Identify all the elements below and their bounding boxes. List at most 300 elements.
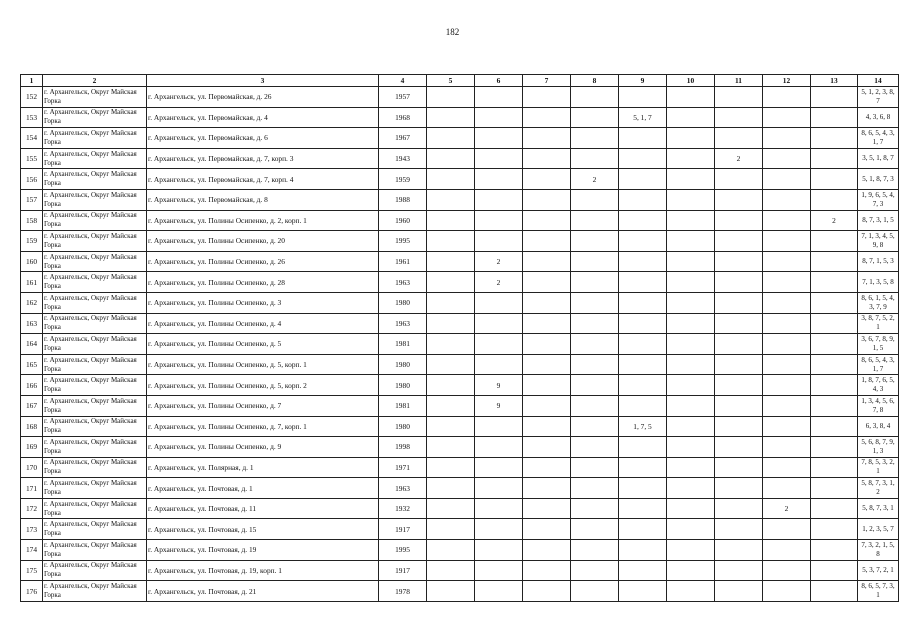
col11-cell — [715, 231, 763, 252]
col8-cell — [571, 87, 619, 108]
col10-cell — [667, 87, 715, 108]
col12-cell — [763, 313, 811, 334]
year-cell: 1957 — [379, 87, 427, 108]
col10-cell — [667, 416, 715, 437]
col7-cell — [523, 210, 571, 231]
col5-cell — [427, 87, 475, 108]
address-cell: г. Архангельск, ул. Первомайская, д. 4 — [147, 107, 379, 128]
col5-cell — [427, 375, 475, 396]
table-row — [21, 540, 899, 561]
col7-cell — [523, 292, 571, 313]
col13-cell — [811, 189, 858, 210]
col13-cell — [811, 107, 858, 128]
col6-cell — [475, 107, 523, 128]
table-row — [21, 581, 899, 602]
col13-cell — [811, 334, 858, 355]
col12-cell — [763, 334, 811, 355]
col11-cell — [715, 581, 763, 602]
col5-cell — [427, 313, 475, 334]
col7-cell — [523, 498, 571, 519]
registry-table — [20, 74, 899, 602]
col9-cell — [619, 457, 667, 478]
col12-cell: 2 — [763, 498, 811, 519]
table-body — [21, 87, 899, 602]
table-row — [21, 457, 899, 478]
address-cell: г. Архангельск, ул. Почтовая, д. 1 — [147, 478, 379, 499]
col9-cell — [619, 437, 667, 458]
col10-cell — [667, 292, 715, 313]
col12-cell — [763, 272, 811, 293]
col9-cell — [619, 251, 667, 272]
year-cell: 1963 — [379, 313, 427, 334]
col7-cell — [523, 169, 571, 190]
table-row — [21, 498, 899, 519]
col9-cell — [619, 231, 667, 252]
col5-cell — [427, 437, 475, 458]
col6-cell — [475, 437, 523, 458]
table-row — [21, 107, 899, 128]
col11-cell — [715, 478, 763, 499]
col14-cell: 8, 6, 1, 5, 4, 3, 7, 9 — [858, 292, 899, 313]
col13-cell — [811, 169, 858, 190]
row-number: 173 — [21, 519, 43, 540]
col13-cell — [811, 148, 858, 169]
row-number: 160 — [21, 251, 43, 272]
col9-cell — [619, 540, 667, 561]
col11-cell: 2 — [715, 148, 763, 169]
address-cell: г. Архангельск, ул. Полины Осипенко, д. 4 — [147, 313, 379, 334]
column-header-10: 10 — [667, 75, 715, 87]
col6-cell: 9 — [475, 395, 523, 416]
row-number: 175 — [21, 560, 43, 581]
table-row — [21, 292, 899, 313]
district-cell: г. Архангельск, Округ Майская Горка — [43, 478, 147, 499]
col11-cell — [715, 210, 763, 231]
row-number: 154 — [21, 128, 43, 149]
row-number: 162 — [21, 292, 43, 313]
year-cell: 1917 — [379, 519, 427, 540]
col10-cell — [667, 560, 715, 581]
district-cell: г. Архангельск, Округ Майская Горка — [43, 148, 147, 169]
address-cell: г. Архангельск, ул. Полины Осипенко, д. 7 — [147, 395, 379, 416]
col12-cell — [763, 560, 811, 581]
column-header-14: 14 — [858, 75, 899, 87]
col8-cell — [571, 519, 619, 540]
col11-cell — [715, 189, 763, 210]
col11-cell — [715, 395, 763, 416]
col7-cell — [523, 128, 571, 149]
col13-cell — [811, 231, 858, 252]
address-cell: г. Архангельск, ул. Первомайская, д. 7, корп. 3 — [147, 148, 379, 169]
table-row — [21, 416, 899, 437]
col12-cell — [763, 478, 811, 499]
col6-cell — [475, 334, 523, 355]
col10-cell — [667, 581, 715, 602]
col5-cell — [427, 148, 475, 169]
table-row — [21, 251, 899, 272]
col6-cell — [475, 210, 523, 231]
row-number: 170 — [21, 457, 43, 478]
col13-cell — [811, 272, 858, 293]
col12-cell — [763, 251, 811, 272]
col10-cell — [667, 334, 715, 355]
col8-cell — [571, 498, 619, 519]
col9-cell — [619, 210, 667, 231]
year-cell: 1967 — [379, 128, 427, 149]
col6-cell — [475, 87, 523, 108]
col14-cell: 5, 3, 7, 2, 1 — [858, 560, 899, 581]
col12-cell — [763, 189, 811, 210]
col12-cell — [763, 375, 811, 396]
col10-cell — [667, 375, 715, 396]
col11-cell — [715, 334, 763, 355]
col14-cell: 7, 3, 2, 1, 5, 8 — [858, 540, 899, 561]
col5-cell — [427, 416, 475, 437]
col10-cell — [667, 498, 715, 519]
table-row — [21, 128, 899, 149]
col10-cell — [667, 457, 715, 478]
col5-cell — [427, 210, 475, 231]
col9-cell — [619, 169, 667, 190]
col8-cell — [571, 148, 619, 169]
year-cell: 1995 — [379, 231, 427, 252]
district-cell: г. Архангельск, Округ Майская Горка — [43, 560, 147, 581]
year-cell: 1959 — [379, 169, 427, 190]
col6-cell — [475, 354, 523, 375]
col6-cell — [475, 169, 523, 190]
col7-cell — [523, 189, 571, 210]
table-row — [21, 478, 899, 499]
column-header-8: 8 — [571, 75, 619, 87]
district-cell: г. Архангельск, Округ Майская Горка — [43, 87, 147, 108]
col9-cell: 5, 1, 7 — [619, 107, 667, 128]
col6-cell — [475, 313, 523, 334]
table-row — [21, 375, 899, 396]
year-cell: 1998 — [379, 437, 427, 458]
year-cell: 1963 — [379, 272, 427, 293]
col7-cell — [523, 87, 571, 108]
col14-cell: 3, 5, 1, 8, 7 — [858, 148, 899, 169]
year-cell: 1980 — [379, 292, 427, 313]
col10-cell — [667, 519, 715, 540]
address-cell: г. Архангельск, ул. Полины Осипенко, д. 3 — [147, 292, 379, 313]
year-cell: 1981 — [379, 395, 427, 416]
col8-cell — [571, 189, 619, 210]
col10-cell — [667, 128, 715, 149]
col14-cell: 7, 8, 5, 3, 2, 1 — [858, 457, 899, 478]
col11-cell — [715, 272, 763, 293]
address-cell: г. Архангельск, ул. Почтовая, д. 11 — [147, 498, 379, 519]
col8-cell — [571, 581, 619, 602]
address-cell: г. Архангельск, ул. Почтовая, д. 19 — [147, 540, 379, 561]
col8-cell — [571, 560, 619, 581]
col14-cell: 1, 9, 6, 5, 4, 7, 3 — [858, 189, 899, 210]
col11-cell — [715, 128, 763, 149]
col5-cell — [427, 498, 475, 519]
col9-cell — [619, 148, 667, 169]
row-number: 165 — [21, 354, 43, 375]
col14-cell: 6, 3, 8, 4 — [858, 416, 899, 437]
col9-cell — [619, 478, 667, 499]
col10-cell — [667, 313, 715, 334]
row-number: 166 — [21, 375, 43, 396]
col5-cell — [427, 519, 475, 540]
col11-cell — [715, 437, 763, 458]
col13-cell — [811, 292, 858, 313]
address-cell: г. Архангельск, ул. Полины Осипенко, д. 5, корп. 2 — [147, 375, 379, 396]
col8-cell — [571, 231, 619, 252]
col6-cell: 9 — [475, 375, 523, 396]
col13-cell — [811, 128, 858, 149]
table-row — [21, 437, 899, 458]
col12-cell — [763, 416, 811, 437]
col7-cell — [523, 251, 571, 272]
col7-cell — [523, 231, 571, 252]
col14-cell: 1, 2, 3, 5, 7 — [858, 519, 899, 540]
row-number: 169 — [21, 437, 43, 458]
col10-cell — [667, 540, 715, 561]
col12-cell — [763, 519, 811, 540]
col12-cell — [763, 128, 811, 149]
header-row — [21, 75, 899, 87]
col8-cell — [571, 478, 619, 499]
col9-cell — [619, 313, 667, 334]
col5-cell — [427, 540, 475, 561]
col14-cell: 5, 1, 8, 7, 3 — [858, 169, 899, 190]
district-cell: г. Архангельск, Округ Майская Горка — [43, 210, 147, 231]
row-number: 167 — [21, 395, 43, 416]
col8-cell — [571, 354, 619, 375]
col13-cell — [811, 395, 858, 416]
col12-cell — [763, 107, 811, 128]
col10-cell — [667, 107, 715, 128]
col10-cell — [667, 189, 715, 210]
col11-cell — [715, 354, 763, 375]
district-cell: г. Архангельск, Округ Майская Горка — [43, 437, 147, 458]
col12-cell — [763, 437, 811, 458]
col11-cell — [715, 560, 763, 581]
row-number: 161 — [21, 272, 43, 293]
col8-cell — [571, 457, 619, 478]
col5-cell — [427, 169, 475, 190]
district-cell: г. Архангельск, Округ Майская Горка — [43, 498, 147, 519]
year-cell: 1971 — [379, 457, 427, 478]
col7-cell — [523, 519, 571, 540]
address-cell: г. Архангельск, ул. Первомайская, д. 26 — [147, 87, 379, 108]
row-number: 164 — [21, 334, 43, 355]
col7-cell — [523, 478, 571, 499]
col7-cell — [523, 354, 571, 375]
col7-cell — [523, 272, 571, 293]
row-number: 171 — [21, 478, 43, 499]
column-header-4: 4 — [379, 75, 427, 87]
col5-cell — [427, 189, 475, 210]
col11-cell — [715, 292, 763, 313]
table-row — [21, 87, 899, 108]
district-cell: г. Архангельск, Округ Майская Горка — [43, 457, 147, 478]
col12-cell — [763, 148, 811, 169]
col11-cell — [715, 519, 763, 540]
col14-cell: 8, 6, 5, 4, 3, 1, 7 — [858, 354, 899, 375]
col9-cell: 1, 7, 5 — [619, 416, 667, 437]
row-number: 156 — [21, 169, 43, 190]
col9-cell — [619, 560, 667, 581]
col11-cell — [715, 87, 763, 108]
column-header-11: 11 — [715, 75, 763, 87]
district-cell: г. Архангельск, Округ Майская Горка — [43, 272, 147, 293]
table-row — [21, 231, 899, 252]
address-cell: г. Архангельск, ул. Полины Осипенко, д. 9 — [147, 437, 379, 458]
col6-cell — [475, 189, 523, 210]
col8-cell — [571, 107, 619, 128]
col13-cell — [811, 540, 858, 561]
col10-cell — [667, 478, 715, 499]
col13-cell — [811, 87, 858, 108]
col14-cell: 5, 8, 7, 3, 1, 2 — [858, 478, 899, 499]
district-cell: г. Архангельск, Округ Майская Горка — [43, 334, 147, 355]
col11-cell — [715, 540, 763, 561]
column-header-9: 9 — [619, 75, 667, 87]
year-cell: 1981 — [379, 334, 427, 355]
row-number: 174 — [21, 540, 43, 561]
col5-cell — [427, 395, 475, 416]
col6-cell — [475, 148, 523, 169]
col7-cell — [523, 107, 571, 128]
col10-cell — [667, 251, 715, 272]
column-header-13: 13 — [811, 75, 858, 87]
col9-cell — [619, 87, 667, 108]
district-cell: г. Архангельск, Округ Майская Горка — [43, 375, 147, 396]
address-cell: г. Архангельск, ул. Полины Осипенко, д. 2, корп. 1 — [147, 210, 379, 231]
col14-cell: 7, 1, 3, 5, 8 — [858, 272, 899, 293]
col6-cell — [475, 457, 523, 478]
col13-cell — [811, 354, 858, 375]
col5-cell — [427, 560, 475, 581]
col13-cell — [811, 478, 858, 499]
col5-cell — [427, 478, 475, 499]
col10-cell — [667, 148, 715, 169]
col13-cell — [811, 375, 858, 396]
col14-cell: 5, 1, 2, 3, 8, 7 — [858, 87, 899, 108]
col14-cell: 5, 8, 7, 3, 1 — [858, 498, 899, 519]
col9-cell — [619, 189, 667, 210]
col5-cell — [427, 457, 475, 478]
address-cell: г. Архангельск, ул. Первомайская, д. 6 — [147, 128, 379, 149]
col7-cell — [523, 375, 571, 396]
address-cell: г. Архангельск, ул. Первомайская, д. 7, корп. 4 — [147, 169, 379, 190]
col6-cell — [475, 519, 523, 540]
page-number: 182 — [445, 27, 460, 37]
col9-cell — [619, 581, 667, 602]
col12-cell — [763, 581, 811, 602]
year-cell: 1978 — [379, 581, 427, 602]
address-cell: г. Архангельск, ул. Полины Осипенко, д. 5 — [147, 334, 379, 355]
col8-cell — [571, 437, 619, 458]
col12-cell — [763, 395, 811, 416]
column-header-3: 3 — [147, 75, 379, 87]
column-header-7: 7 — [523, 75, 571, 87]
row-number: 157 — [21, 189, 43, 210]
col9-cell — [619, 375, 667, 396]
col5-cell — [427, 107, 475, 128]
col6-cell — [475, 498, 523, 519]
district-cell: г. Архангельск, Округ Майская Горка — [43, 395, 147, 416]
table-row — [21, 313, 899, 334]
column-header-1: 1 — [21, 75, 43, 87]
col5-cell — [427, 251, 475, 272]
row-number: 163 — [21, 313, 43, 334]
address-cell: г. Архангельск, ул. Почтовая, д. 19, корп. 1 — [147, 560, 379, 581]
col11-cell — [715, 416, 763, 437]
col12-cell — [763, 457, 811, 478]
col6-cell — [475, 292, 523, 313]
address-cell: г. Архангельск, ул. Полины Осипенко, д. 26 — [147, 251, 379, 272]
table-row — [21, 210, 899, 231]
col12-cell — [763, 231, 811, 252]
col6-cell — [475, 231, 523, 252]
col13-cell — [811, 437, 858, 458]
table-row — [21, 334, 899, 355]
district-cell: г. Архангельск, Округ Майская Горка — [43, 581, 147, 602]
col7-cell — [523, 560, 571, 581]
year-cell: 1961 — [379, 251, 427, 272]
address-cell: г. Архангельск, ул. Почтовая, д. 15 — [147, 519, 379, 540]
col7-cell — [523, 437, 571, 458]
col13-cell — [811, 560, 858, 581]
col6-cell — [475, 128, 523, 149]
column-header-12: 12 — [763, 75, 811, 87]
col5-cell — [427, 292, 475, 313]
col8-cell — [571, 251, 619, 272]
year-cell: 1988 — [379, 189, 427, 210]
col9-cell — [619, 354, 667, 375]
col13-cell — [811, 251, 858, 272]
row-number: 176 — [21, 581, 43, 602]
col12-cell — [763, 292, 811, 313]
col7-cell — [523, 148, 571, 169]
col9-cell — [619, 498, 667, 519]
col6-cell — [475, 478, 523, 499]
col14-cell: 3, 6, 7, 8, 9, 1, 5 — [858, 334, 899, 355]
col10-cell — [667, 169, 715, 190]
year-cell: 1917 — [379, 560, 427, 581]
district-cell: г. Архангельск, Округ Майская Горка — [43, 313, 147, 334]
row-number: 159 — [21, 231, 43, 252]
year-cell: 1980 — [379, 354, 427, 375]
col14-cell: 8, 7, 3, 1, 5 — [858, 210, 899, 231]
col13-cell — [811, 457, 858, 478]
col14-cell: 8, 6, 5, 7, 3, 1 — [858, 581, 899, 602]
col8-cell — [571, 540, 619, 561]
address-cell: г. Архангельск, ул. Полярная, д. 1 — [147, 457, 379, 478]
table-row — [21, 395, 899, 416]
col6-cell — [475, 416, 523, 437]
row-number: 155 — [21, 148, 43, 169]
year-cell: 1943 — [379, 148, 427, 169]
col7-cell — [523, 540, 571, 561]
col11-cell — [715, 169, 763, 190]
district-cell: г. Архангельск, Округ Майская Горка — [43, 231, 147, 252]
col12-cell — [763, 210, 811, 231]
col14-cell: 1, 3, 4, 5, 6, 7, 8 — [858, 395, 899, 416]
address-cell: г. Архангельск, ул. Почтовая, д. 21 — [147, 581, 379, 602]
year-cell: 1980 — [379, 416, 427, 437]
district-cell: г. Архангельск, Округ Майская Горка — [43, 128, 147, 149]
col14-cell: 7, 1, 3, 4, 5, 9, 8 — [858, 231, 899, 252]
col11-cell — [715, 457, 763, 478]
col5-cell — [427, 231, 475, 252]
col6-cell: 2 — [475, 272, 523, 293]
